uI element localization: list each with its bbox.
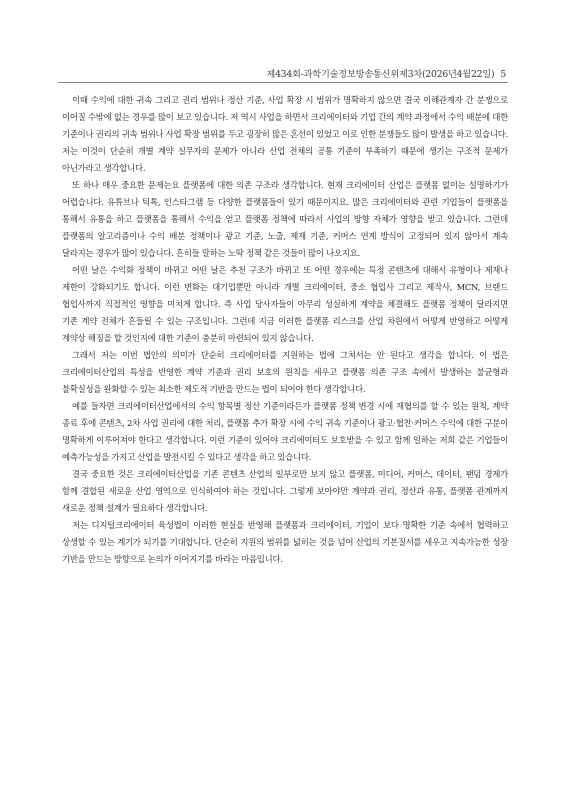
paragraph-4: 그래서 저는 이번 법안의 의미가 단순히 크리에이터를 지원하는 법에 그쳐서는 안 된다고 생각을 합니다. 이 법은 크리에이터산업의 특성을 반영한 계약 기준과 권리 보호의 원칙을 세우고 플랫폼 의존 구조 속에서 발생하는 불균형과 불확실성을 완화할 수 있는 최소한 제도적 기반을 만드는 법이 되어야 한다 생각합니다. [62, 350, 508, 394]
paragraph-1: 이때 수익에 대한 귀속 그리고 권리 범위나 정산 기준, 사업 확장 시 범위가 명확하지 않으면 결국 이해관계자 간 분쟁으로 이어질 수밖에 없는 경우를 많이 보고 있습니다. 저 역시 사업을 하면서 크리에이터와 기업 간의 계약 과정에서 수익 배분에 대한 기준이나 권리의 귀속 범위나 사업 확장 범위를 두고 굉장히 많은 혼선이 있었고 이로 인한 분쟁들도 많이 발생을 하고 있습니다. 저는 이것이 단순히 개별 계약 실무자의 문제가 아니라 산업 전체의 공통 기준이 부족하기 때문에 생기는 구조적 문제가 아닌가라고 생각합니다. [62, 95, 508, 173]
transcript-body [62, 92, 508, 568]
paragraph-6: 결국 중요한 것은 크리에이터산업을 기존 콘텐츠 산업의 일부로만 보지 않고 플랫폼, 미디어, 커머스, 데이터, 팬덤 경제가 함께 결합된 새로운 산업 영역으로 인식하여야 하는 것입니다. 그렇게 보아야만 계약과 권리, 정산과 유통, 플랫폼 관계까지 새로운 정책 설계가 필요하다 생각합니다. [62, 469, 508, 513]
session-label: 제434회-과학기술정보방송통신위제3차(2026년4월22일) [266, 69, 495, 80]
page-header [266, 66, 506, 80]
paragraph-3: 어떤 날은 수익화 정책이 바뀌고 어떤 날은 추천 구조가 바뀌고 또 어떤 경우에는 특정 콘텐츠에 대해서 유형이나 제재나 제한이 강화되기도 합니다. 이런 변화는 대기업뿐만 아니라 개별 크리에이터, 중소 협업사 그리고 제작사, MCN, 브랜드 협업사까지 직접적인 영향을 미치게 합니다. 즉 사업 당사자들이 아무리 성실하게 계약을 체결해도 플랫폼 정책이 달라지면 기존 계약 전체가 흔들릴 수 있는 구조입니다. 그런데 지금 이러한 플랫폼 리스크를 산업 차원에서 어떻게 반영하고 어떻게 계약상 해징을 할 것인지에 대한 기준이 충분히 마련되어 있지 않습니다. [62, 265, 508, 343]
header-divider [58, 82, 508, 83]
paragraph-5: 예를 들자면 크리에이터산업에서의 수익 항목별 정산 기준이라든가 플랫폼 정책 변경 시에 재협의를 할 수 있는 원칙, 계약 종료 후에 콘텐츠, 2차 사업 권리에 대한 처리, 플랫폼 추가 확장 시에 수익 귀속 기준이나 광고·협찬·커머스 수익에 대한 구분이 명확하게 이루어져야 한다고 생각합니다. 이런 기준이 있어야 크리에이터도 보호받을 수 있고 함께 일하는 저희 같은 기업들이 예측가능성을 가지고 산업을 발전시킬 수 있다고 생각을 하고 있습니다. [62, 401, 508, 462]
paragraph-2: 또 하나 매우 중요한 문제는요 플랫폼에 대한 의존 구조라 생각합니다. 현재 크리에이터 산업은 플랫폼 없이는 설명하기가 어렵습니다. 유튜브나 틱톡, 인스타그램 등 다양한 플랫폼들이 있기 때문이지요. 많은 크리에이터와 관련 기업들이 플랫폼을 통해서 유통을 하고 플랫폼을 통해서 수익을 얻고 플랫폼 정책에 따라서 사업의 방향 자체가 영향을 받고 있습니다. 그런데 플랫폼의 알고리즘이나 수익 배분 정책이나 광고 기준, 노출, 제재 기준, 커머스 연계 방식이 고정되어 있지 않아서 계속 달라지는 경우가 많이 있습니다. 흔히들 말하는 노딱 정책 같은 것들이 많이 나오지요. [62, 180, 508, 258]
paragraph-7: 저는 디지털크리에이터 육성법이 이러한 현실을 반영해 플랫폼과 크리에이터, 기업이 보다 명확한 기준 속에서 협력하고 상생할 수 있는 계기가 되기를 기대합니다. 단순히 지원의 범위를 넓히는 것을 넘어 산업의 기본질서를 세우고 지속가능한 성장 기반을 만드는 방향으로 논의가 이어지기를 바라는 마음입니다. [62, 520, 508, 564]
page-number: 5 [500, 69, 506, 80]
